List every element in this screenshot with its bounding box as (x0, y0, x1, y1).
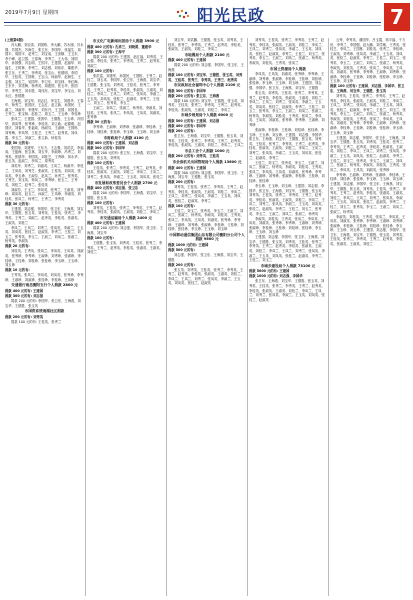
donor-list: 刘志强、李国华、张卫东、王海燕、刘宝华、王德胜 (168, 253, 244, 262)
donation-line: 捐款 200 元的有: 张卫东、王海燕 (168, 93, 220, 98)
donor-list: 李凤兰、王凤兰、刘秀兰、张凤英、李淑兰、王玉英、刘凤英、张桂兰、赵淑英、李秀兰、王桂兰、刘玉兰、张秀英、李玉兰、王淑兰、刘凤兰、张淑兰、杨秀英、李淑英 (5, 225, 84, 244)
donation-line: 捐款 400 元的有: 王建国 (87, 221, 126, 226)
donation-line: 捐款 500 元的有: (168, 248, 195, 253)
section-note: 捐款 20 元的有: (5, 244, 30, 249)
donation-line: 捐款 100 元的有: (87, 236, 114, 240)
page-title: 阳光民政 (197, 6, 266, 25)
section-heading: 市文化广电新闻出版局个人捐款 3900 元 (92, 39, 160, 43)
donation-line: 捐款 300 元的有: 李国华 (168, 88, 207, 93)
donation-line: 捐款 400 元的有: 李国华 (168, 124, 207, 129)
text-column (4, 38, 85, 596)
donation-line: 捐款 400 元的有: 刘志强、张卫东 (87, 186, 139, 191)
donor-list: 捐款 200 元的有: 李国华、张卫东、王海燕、刘宝华、王德胜、张玉英 (5, 298, 81, 308)
donor-list: 张玉英、刘秀英、王桂英、张秀兰、李秀英、王秀兰、赵秀英、李桂英、张淑英、王淑英、刘桂兰、李凤兰、王凤兰、刘秀兰、张凤英、李淑兰、王玉英、刘凤英、张桂兰、赵淑英、李秀兰、王桂兰、刘玉兰、张秀英、李玉兰、王淑兰、刘凤兰、张淑兰、杨秀英、李淑英、刘桂英、王秀英、张凤兰、李凤英、王凤英、刘淑英、张秀珍、李秀珍、王淑珍、刘秀珍 (249, 90, 325, 128)
donor-list: 刘宝华、刘武鹏、王德胜、张玉英、刘秀英、王桂英、张秀兰、李秀英、王秀兰、赵秀英、李桂英、张淑英、王淑英、刘桂兰、李凤兰 (168, 38, 244, 52)
page-header (0, 0, 413, 36)
donor-list: 张卫东、王海燕、刘宝华、王德胜、张玉英、刘秀英、王桂英、张秀兰、李秀英、王秀兰、赵秀英、李桂英、张淑英、王淑英、刘桂兰、李凤兰、王凤兰 (168, 134, 244, 148)
donation-line: 捐款 400 元的有: 王建国、刘志强 (87, 141, 139, 146)
donor-list: 刘秀英、王桂英、张秀兰、李秀英、王秀兰、赵秀英、李桂英、张淑英、王淑英、刘桂兰、李凤兰、王凤兰、刘秀兰、张凤英、李淑兰、王玉英、刘凤英、张桂兰、赵淑英、李秀兰 (168, 185, 244, 203)
donor-list: 张凤兰、王建国、张国华、王德胜、王玉珍、冯国华、刘凤琴、张秀珍、李桂英、刘立新、赵德明、赵国庆、刘春华、张福成、杨淑芬、王淑珍、王国栋、刘秀梅、李凤琴、王桂芝、王秀兰、赵秀英、刘凤霞、李玉兰、刘淑兰、张立新、杨桂英 (5, 117, 84, 140)
donation-line: 捐款 200 元的有: 刘秀英、王桂英 (168, 154, 220, 159)
donation-line: 捐款 400 元的有: 王建国 (168, 165, 207, 170)
donor-list: 李淑英、刘桂英、王秀英、张凤兰、李凤英、王凤英、刘淑英、张秀珍、李秀珍、王淑珍、刘秀珍、张淑珍、李桂珍、王桂珍、刘桂珍、张桂珍、李玉珍、王玉珍、刘玉珍、王建国、刘志强、李国华、张卫东、王海燕、刘宝华、王德胜、张玉英、刘秀英、王桂英、张秀兰、李秀英、王秀兰、赵秀英、李桂英、张淑英、王淑英、刘桂兰 (330, 214, 406, 247)
donor-list: 捐款 200 元的有: 张卫东、王海燕、刘宝华、王德胜、张玉英、刘秀英 (87, 151, 163, 160)
donor-list: 王淑兰、刘凤兰、张淑兰、杨秀英、李淑英、刘桂英、王秀英、张凤兰、李凤英、王凤英、刘淑英、张秀珍 (87, 106, 163, 120)
donor-list: 捐款 200 元的有: 刘志强、李国华、张卫东、王海燕 (168, 63, 244, 72)
section-heading: 市财政局个人捐款 4100 元 (103, 135, 149, 140)
donor-list: 王桂兰、刘玉兰、张秀英、李玉兰、王淑兰、刘凤兰、张淑兰、杨秀英、李淑英、刘桂英、王秀英、张凤兰、李凤英、王凤英、刘淑英、张秀珍、李秀珍、王淑珍、刘秀珍、张淑珍、李桂珍、王桂珍、刘桂珍、张桂珍 (249, 160, 325, 183)
donor-list: 张洪雷、刘建军、孙国民、王国栋、王秀兰、赵桂兰、刘玉英、李国华、张卫东、王海燕、刘宝华、王德胜、张玉英、刘秀英、王桂英、张秀兰、李秀英、王秀兰、赵秀英、李桂英、张淑英、王淑英、刘桂兰、李凤兰、王凤兰、刘秀兰、张凤英、李淑兰、王玉英、刘凤英、张桂兰、赵淑英、李秀兰、王桂兰、刘玉兰、张秀英、李玉兰 (87, 73, 163, 106)
donation-line: 捐款 500 元的有: 王建国、刘志强 (168, 119, 220, 124)
donation-line: 捐款 200 元的有: (168, 262, 195, 267)
donation-line: 捐款 200 元的有: 刘秀英 (5, 314, 44, 319)
section-heading: 市会泉机关出国管理局个人捐款 13600 元 (172, 159, 242, 164)
donor-list: 张卫东、王海燕、刘宝华、王德胜、张玉英、刘秀英、王桂英、张秀兰、李秀英、王秀兰、赵秀英、李桂英、张淑英、王淑英、刘桂兰、李凤兰、王凤兰、刘秀兰、张凤英、李淑兰、王玉英、刘凤英、张桂兰、赵淑英 (249, 279, 325, 302)
header-divider-thin (4, 25, 381, 26)
donor-list: 王桂兰、刘玉兰、张秀英、李玉兰、王淑兰、刘凤兰、张淑兰、杨秀英、李淑英、刘桂英、王秀英、张凤兰、李凤英、王凤英、刘淑英、张秀珍、李秀珍、王淑珍、刘秀珍、张淑珍、李桂珍、王桂珍、刘桂珍、张桂珍、李玉珍、王玉珍、刘玉珍 (168, 208, 244, 232)
donor-list: 刘英华、刘秀兰、刘淑英、王凤兰、杨淑华、李桂兰、王凤英、刘秀芝、张淑英、王桂英、刘凤英、张凤英、李玉珍、王淑芬、赵凤兰、孙秀兰、张秀英、王秀芝、刘玉英、杨凤兰、李秀珍、张玉兰、王秀英、刘桂兰、赵秀兰、张桂英 (5, 164, 84, 187)
section-heading: 市发展和改革委员会个人捐款 2700 元 (94, 180, 158, 185)
donor-list: 王建国、刘志强、李国华、张卫东、王海燕、刘宝华、王德胜、张玉英、刘秀英、王桂英、张秀兰、李秀英、王秀兰、赵秀英、李桂英、张淑英、王淑英、刘桂兰、李凤兰、王凤兰、刘秀兰、张凤英、李淑兰、王玉英、刘凤英、张桂兰、赵淑英、李秀兰、王桂兰、刘玉兰、张秀英、李玉兰、王淑兰、刘凤兰、张淑兰、杨秀英、李淑英、刘桂英、王秀英、张凤兰、李凤英、王凤英、刘淑英、张秀珍 (330, 135, 406, 172)
section-note: 捐款 10 元的有: (5, 268, 30, 273)
donation-line: 捐款 200 元的有: (168, 129, 195, 134)
donation-line: 捐款 400 元的有: 王建国 (168, 58, 207, 63)
donor-list: 王建国、刘志强、李国华、张卫东、王海燕、刘宝华、王德胜、张玉英、刘秀英、王桂英、张秀兰、李秀英、王秀兰、刘淑兰、赵秀英、李桂英、张淑英、王淑英、刘桂兰 (5, 206, 84, 225)
donation-line: 捐款 300 元的有: 王海平 (87, 49, 126, 54)
donor-list: 刘淑芬、王玉兰、李凤英、张秀兰、王淑英、刘秀珍、周凤英、赵玉兰、孙淑兰、王凤珍、李淑英、刘桂英、张凤兰、杨秀兰、王秀兰、李秀英 (5, 187, 84, 201)
donation-line: 捐款 1000 元的有: 王建国 (168, 243, 209, 248)
donation-line: 捐款 100 元的有: 刘宝华、王德胜、张玉英、刘秀英、王桂英、张秀兰、李秀英、王秀兰、赵秀英 (168, 72, 243, 82)
header-divider (4, 22, 381, 23)
donation-line: 捐款 100 元的有: (87, 200, 114, 205)
donor-list: 王海燕、刘宝华、刘志红、李宝生、刘建华、王春华、杨秀兰、张国庆、王志红、赵立新、孙国民、王淑兰、刘淑华、李建华、刘东升、王卫国、刘国良、王秀兰、张宝林、赵桂兰、周玉兰、王玉珍、李桂珍 (5, 98, 84, 117)
section-heading: 市地震局个人捐款 2100 元 (184, 52, 230, 57)
donation-line: 捐款 300 元的有: 刘志强 (5, 293, 44, 298)
text-column (166, 38, 247, 596)
donor-list: 刘秀英、王桂英、张秀兰、李秀英、王秀兰、赵秀英、李桂英、张淑英、王淑英、刘桂兰、李凤兰 (87, 205, 163, 215)
donor-list: 捐款 300 元的有: 刘志强、李国华、张卫东、王海燕、刘宝华、王德胜、张玉英 (168, 170, 244, 180)
donor-list: 刘桂英、王秀英、张凤兰、李凤英、王凤英、刘淑英、张秀珍、李秀珍、王淑珍、刘秀珍、张淑珍、李桂珍、王桂珍、刘桂珍、张桂珍、李玉珍、王玉珍、刘玉珍 (5, 249, 84, 268)
donor-list: 王桂英、张秀兰、李秀英、王秀兰、赵秀英、李桂英、张淑英、王淑英、刘桂兰、李凤兰、王凤兰、刘秀兰、张凤英、李淑兰、王玉英、刘凤英、张桂兰 (87, 165, 163, 179)
donor-list: 刘秀英、王桂英、张秀兰、李秀英、王秀兰、赵秀英、李桂英、张淑英、王淑英、刘桂兰、李凤兰、王凤兰、刘秀兰、张凤英、李淑兰、王玉英、刘凤英、张桂兰、赵淑英、李秀兰、王桂兰、刘玉兰、张秀英、李玉兰、王淑兰、刘凤兰、张淑兰、杨秀英、李淑英、刘桂英、王秀英、张凤兰 (249, 38, 325, 65)
donor-list: 王建国、刘志强、李国华、张卫东、王海燕、刘宝华、王德胜、张玉英、刘秀英、王桂英、张秀兰、李秀英、王秀兰、赵秀英、李桂英、张淑英、王淑英、刘桂兰、李凤兰、王凤兰、刘秀兰、张凤英、李淑兰、王玉英、刘凤英、张桂兰、赵淑英、李秀兰、王桂兰、刘玉兰 (249, 235, 325, 263)
donation-line: 捐款 50 元的有: (87, 120, 112, 125)
donation-line: 捐款 5000 元的有: 王建国 (249, 269, 290, 274)
donor-list: 捐款 200 元的有: 刘志强、李国华、张卫东、王海燕、刘宝华 (87, 226, 163, 236)
article-columns (4, 38, 410, 596)
donor-list: 王德胜、张玉英、刘秀英、王桂英、张秀兰、李秀英、王秀兰、赵秀英、李桂英、张淑英、王淑英、刘桂兰 (87, 240, 163, 255)
section-heading: 市城乡规划局个人捐款 6000 元 (180, 113, 234, 118)
section-note: 捐款 50 元的有: (5, 140, 30, 145)
donor-list: 王秀英、张凤兰、李凤英、刘凤英、张秀珍、李秀珍、王淑珍、刘淑珍、张桂珍、李桂珍、王凤珍 (5, 273, 84, 282)
donor-list: 捐款 200 元的有: 王建国、赵红福、刘秀英、王志强、李桂英、张秀兰、李秀英、王秀兰、赵秀英、刘淑兰 (87, 54, 163, 68)
section-heading: 市民政局社会福利中心个人捐款 2100 元 (173, 83, 241, 88)
text-column (247, 38, 328, 596)
issue-date: 2019年7月9日 星期四 (5, 10, 59, 16)
donation-line: 捐款 300 元的有: 李国华 (87, 146, 126, 151)
donor-list: 李秀珍、王淑珍、刘秀珍、张淑珍、李桂珍、王桂珍、刘桂珍、张桂珍、李玉珍、王玉珍、刘玉珍、王建国、刘志强、李国华、张卫东、王海燕、刘宝华、王德胜、张玉英、刘秀英、王桂英、张秀兰、李秀英、王秀兰、赵秀英、李桂英、张淑英、王淑英、刘桂兰、李凤兰、王凤兰、刘秀兰、张凤英、李淑兰、王玉英、刘凤英、张桂兰、赵淑英、李秀兰、王桂兰、刘玉兰、张秀英、李玉兰、王淑兰、刘凤兰、张淑兰、杨秀英 (330, 172, 406, 214)
donor-list: 李淑英、刘桂英、王秀英、张凤兰、李凤英、王凤英、刘淑英、张秀珍、李秀珍、王淑珍、刘秀珍、张淑珍、李桂珍、王桂珍、刘桂珍、张桂珍、李玉珍、王玉珍、刘玉珍 (249, 216, 325, 235)
section-heading: 交通银行南岳衡阳支行个人捐款 2800 元 (11, 283, 78, 288)
text-column (328, 38, 409, 596)
section-heading: 市城乡建设局个人捐款 73100 元 (260, 263, 316, 268)
donation-line: 捐款 100 元的有: (87, 68, 114, 73)
donor-list: 张国荣、刘建军、王东方、王志强、刘洪武、李福成、王振海、张宝林、刘玉华、李淑珍、冯秀兰、刘秀英、张德华、李国英、刘桂芝、王秀珍、刘永华、张玉英、赵淑兰、李凤兰、周秀英 (5, 145, 84, 164)
donation-line: 捐款 100 元的有: (87, 160, 114, 165)
donor-list: 张玉英、刘秀英、王桂英、张秀兰、李秀英、王秀兰、赵秀英、李桂英、张淑英、王淑英、刘桂兰、李凤兰、王凤兰、刘秀兰、张凤英、李淑兰、王玉英、刘凤英、张桂兰、赵淑英 (168, 267, 244, 286)
section-heading: 市交通运输局个人捐款 2400 元 (99, 215, 153, 220)
text-column (85, 38, 166, 596)
section-note: (上接第6版) (5, 38, 24, 42)
donor-list: 捐款 100 元的有: 刘宝华、王德胜、张玉英、刘秀英、王桂英、张秀兰、李秀英、王秀兰、赵秀英、李桂英、张淑英、王淑英、刘桂兰、李凤兰 (168, 98, 244, 112)
donor-list: 冯大鹏、刘臣喜、刘国栋、李大鹏、苏永刚、苏永强、苏国杰、苏海生、张卫东、李国华、张福生、周国平、周国平、赵秀兰、刘宝成、王喜顺、王卫东、李子峰、赵卫国、王春海、李秀兰、王大伟、刘国华、孙国强、冯志明、王国平、王建国、赵丽华、刘福生、王树林、李秀兰、刘志强、刘伟东、董建华、张卫东、王秀兰、李秀英、张宝山、张德明、李国华、王桂英、王国栋、王宝山、杨丽华、赵海生、王志强、刘玉兰、吴国华、李卫东、刘宝林、李红梅、王东升、刘雪梅、杨秀英、周建国、张玉华、张国华、李秀芝、刘永胜、周伟东、刘宝华、李宝山、刘永红、张德胜 (5, 42, 84, 98)
donation-line: 捐款 100 元的有: 王建国、刘志强、李国华、张卫东、王海燕、刘宝华、王德胜、张玉英 (330, 84, 405, 93)
donation-line: 捐款 100 元的有: (168, 203, 195, 208)
masthead-ornament-icon (175, 8, 193, 22)
donor-list: 捐款 100 元的有: 王桂英、张秀兰 (11, 319, 62, 324)
donation-line: 捐款 400 元的有: 王建国 (5, 288, 44, 293)
donation-line: 捐款 1000 元的有: 刘志强、李国华 (249, 274, 303, 279)
donation-line: 捐款 400 元的有: 孔祥兰、刘晓勇、董建华 (87, 44, 152, 49)
section-heading: 市总工会个人捐款 1000 元 (184, 148, 230, 153)
donor-list: 云秀、李秀英、谢国华、吕玉霞、郭平福、于力世、李秀兰、李国强、赵大鹏、刘学敏、王秀英、张桂芝、李凤兰、王国栋、刘桂英、张秀兰、李桂珍、王淑英、刘秀珍、张凤英、李淑兰、王玉英、刘凤英、张桂兰、赵淑英、李秀兰、王桂兰、刘玉兰、张秀英、李玉兰、王淑兰、刘凤兰、张淑兰、杨秀英、李淑英、刘桂英、王秀英、张凤兰、李凤英、王凤英、刘淑英、张秀珍、李秀珍、王淑珍、刘秀珍、张淑珍、李桂珍、王桂珍、刘桂珍、张桂珍、李玉珍、王玉珍、刘玉珍 (330, 38, 406, 84)
donor-list: 李凤英、王凤英、刘淑英、张秀珍、李秀珍、王淑珍、刘秀珍、张淑珍、李桂珍、王桂珍、刘桂珍、张桂珍、李玉珍、王玉珍、刘玉珍、王建国、刘志强、李国华、张卫东、王海燕、刘宝华、王德胜 (249, 72, 325, 90)
donor-list: 刘秀英、王桂英、张秀兰、李秀英、王秀兰、赵秀英、李桂英、张淑英、王淑英、刘桂兰、李凤兰、王凤兰、刘秀兰、张凤英、李淑兰、王玉英、刘凤英、张桂兰、赵淑英、李秀兰、王桂兰、刘玉兰、张秀英、李玉兰、王淑兰、刘凤兰、张淑兰、杨秀英、李淑英、刘桂英、王秀英、张凤兰、李凤英、王凤英、刘淑英、张秀珍、李秀珍、王淑珍、刘秀珍、张淑珍、李桂珍、王桂珍、刘桂珍、张桂珍、李玉珍、王玉珍、刘玉珍 (330, 93, 406, 135)
donation-line: 捐款 200 元的有: (168, 180, 195, 185)
section-note: 捐款 30 元的有: (5, 201, 30, 206)
section-heading: 市国资系统南湖社区捐款 (24, 309, 65, 314)
donor-list: 捐款 200 元的有: 李国华、王海燕、刘宝华、王德胜、张玉英 (87, 191, 163, 200)
donor-list: 张淑珍、李桂珍、王桂珍、刘桂珍、张桂珍、李玉珍、王玉珍、刘玉珍、王建国、刘志强、李国华、张卫东、王海燕、刘宝华、王德胜、张玉英、刘秀英、王桂英、张秀兰、李秀英、王秀兰、赵秀英、李桂英、张淑英、王淑英、刘桂兰、李凤兰、王凤兰、刘秀兰、张凤英、李淑兰、王玉英、刘凤英、张桂兰、赵淑英、李秀兰 (249, 128, 325, 160)
section-heading: 市国土资源局个人捐款 (270, 66, 306, 71)
donor-list: 李玉珍、王玉珍、刘玉珍、王建国、刘志强、李国华、张卫东、王海燕、刘宝华、王德胜、张玉英、刘秀英、王桂英、张秀兰、李秀英、王秀兰、赵秀英、李桂英、张淑英、王淑英、刘桂兰、李凤兰、王凤兰、刘秀兰、张凤英、李淑兰、王玉英、刘凤英、张桂兰、赵淑英、李秀兰、王桂兰、刘玉兰、张秀英、李玉兰、王淑兰、刘凤兰、张淑兰、杨秀英 (249, 183, 325, 216)
page-number-badge: 7 (384, 3, 410, 31)
donor-list: 李秀珍、王淑珍、刘秀珍、张淑珍、李桂珍、王桂珍、刘桂珍、张桂珍、李玉珍、王玉珍、刘玉珍 (87, 125, 163, 135)
section-heading: 中国移动通信集团山东有限公司衡阳分公司个人捐款 9600 元 (169, 232, 245, 242)
